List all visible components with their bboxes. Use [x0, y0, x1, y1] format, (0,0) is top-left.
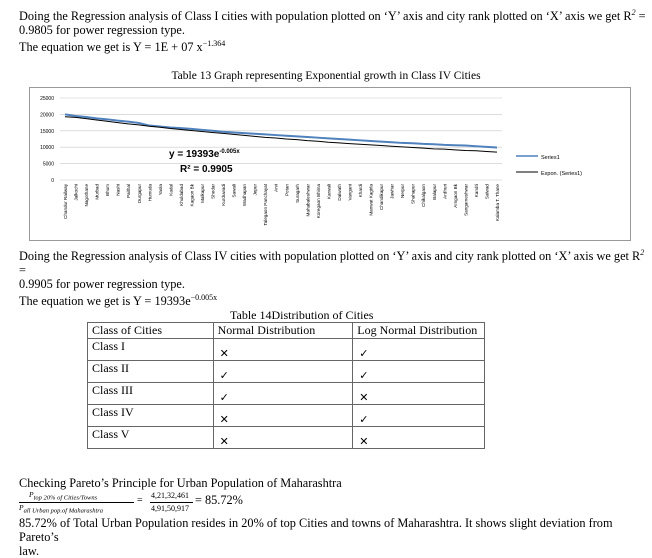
class-label: Class IV — [88, 405, 214, 427]
class-label: Class III — [88, 383, 214, 405]
pareto-conclusion-line2: law. — [19, 544, 40, 558]
x-tick-label: Bhum — [105, 184, 111, 197]
annotation-r-squared: R² = 0.9905 — [180, 164, 233, 175]
x-tick-label: Suragarh — [294, 184, 300, 203]
x-tick-label: Mahabaleshwar — [305, 184, 311, 217]
y-tick-label: 15000 — [40, 128, 54, 135]
table-row — [88, 361, 485, 383]
table-row — [88, 383, 485, 405]
normal-mark: ✕ — [213, 405, 353, 427]
pareto-denominator-value: 4,91,50,917 — [151, 504, 189, 513]
x-tick-label: Kurduwadi — [221, 184, 227, 206]
x-tick-label: Humuda — [147, 184, 153, 202]
x-tick-label: Manwat Kagirla — [368, 184, 374, 216]
log-normal-mark: ✓ — [353, 339, 485, 361]
chart-frame — [29, 87, 631, 241]
x-tick-label: Shahapur — [410, 184, 416, 204]
pareto-denominator-label: $P_{all Urban pop.of Maharashtra}$ — [19, 503, 104, 515]
x-tick-label: Kandri — [473, 184, 479, 198]
table-row — [88, 405, 485, 427]
x-tick-label: Nerpur — [400, 184, 406, 199]
header-log-normal: Log Normal Distribution — [353, 323, 485, 339]
class-label: Class I — [88, 339, 214, 361]
x-tick-label: Dalwath — [336, 184, 342, 201]
paragraph-class-i — [19, 6, 647, 54]
normal-mark: ✕ — [213, 427, 353, 449]
figure-caption: Table 13 Graph representing Exponential growth in Class IV Cities — [171, 70, 481, 82]
x-tick-label: Chandikapur — [379, 184, 385, 211]
legend-series1-label: Series1 — [541, 155, 560, 161]
x-tick-label: Paithal — [126, 184, 132, 199]
table-row — [88, 339, 485, 361]
pareto-result: = 85.72% — [195, 493, 243, 507]
x-tick-label: Arvi — [273, 184, 279, 192]
x-tick-label: Wadhapan — [242, 184, 248, 207]
normal-mark: ✓ — [213, 361, 353, 383]
x-tick-label: Yaola — [157, 184, 163, 196]
header-normal: Normal Distribution — [213, 323, 353, 339]
normal-mark: ✓ — [213, 383, 353, 405]
x-tick-label: Durgapur — [136, 184, 142, 204]
x-tick-label: Sangameshwar — [463, 184, 469, 216]
x-tick-label: Chikalgaon — [421, 184, 427, 207]
x-tick-label: Amgaon Bk — [452, 184, 458, 208]
x-tick-label: Balapur — [431, 184, 437, 200]
x-tick-label: Talegaon Panchayat — [263, 184, 269, 226]
log-normal-mark: ✕ — [353, 383, 485, 405]
x-tick-label: Jalkochi — [73, 184, 79, 201]
y-tick-label: 25000 — [40, 96, 54, 102]
para1-line1: Doing the Regression analysis of Class I cities with population plotted on ‘Y’ axis and city rank plotted on ‘X’ axis we get $R^2$ = — [19, 8, 646, 24]
pareto-formula — [19, 490, 319, 518]
chart-svg — [30, 88, 630, 240]
x-tick-label: Vangani — [347, 184, 353, 201]
x-tick-label: Kalamba T. Thane — [495, 184, 500, 222]
annotation-equation: $y = 19393e^{-0.005x}$ — [169, 149, 240, 160]
x-tick-label: Ardhuri — [442, 184, 448, 199]
y-tick-label: 20000 — [40, 112, 54, 119]
header-class: Class of Cities — [88, 323, 214, 339]
para2-line2: 0.9905 for power regression type. — [19, 277, 185, 292]
pareto-conclusion — [19, 516, 647, 558]
x-tick-label: Shedar — [210, 184, 216, 199]
table14-caption: Table 14Distribution of Cities — [230, 308, 374, 322]
class-label: Class II — [88, 361, 214, 383]
x-tick-label: Khuldabad — [178, 184, 184, 206]
pareto-numerator-label: $P_{top 20\% of Cities/Towns}$ — [29, 490, 98, 502]
x-tick-label: Nashi — [115, 184, 121, 196]
x-tick-label: Jawhar — [389, 184, 395, 199]
pareto-heading: Checking Pareto’s Principle for Urban Population of Maharashtra — [19, 476, 342, 490]
pareto-right-fraction-bar — [150, 502, 193, 503]
para2-line1: Doing the Regression analysis of Class IV cities with population plotted on ‘Y’ axis and city rank plotted on ‘X’ axis we get $R^2$ = — [19, 248, 645, 278]
log-normal-mark: ✓ — [353, 361, 485, 383]
class-label: Class V — [88, 427, 214, 449]
distribution-table — [87, 322, 485, 449]
log-normal-mark: ✓ — [353, 405, 485, 427]
x-tick-label: Kagaon Bk — [189, 184, 195, 207]
x-tick-label: Koregaon Bhima — [315, 184, 321, 219]
y-tick-label: 5000 — [42, 161, 54, 168]
pareto-equals: = — [137, 495, 143, 506]
table-header-row — [88, 323, 485, 339]
para2-line3: The equation we get is $Y = 19393e^{-0.005x}$ — [19, 293, 218, 309]
x-tick-label: Kadal — [168, 184, 174, 196]
x-tick-label: Karwali — [326, 184, 332, 200]
x-tick-label: Khardi — [358, 184, 364, 198]
x-tick-label: Sawali — [231, 184, 237, 198]
paragraph-class-iv — [19, 246, 647, 308]
table-row — [88, 427, 485, 449]
para1-line2: 0.9805 for power regression type. — [19, 23, 185, 38]
pareto-numerator-value: 4,21,32,461 — [151, 491, 189, 500]
x-tick-label: Chandur Railway — [63, 184, 68, 219]
normal-mark: ✕ — [213, 339, 353, 361]
y-tick-label: 10000 — [40, 145, 54, 152]
legend-expon-label: Expon. (Series1) — [541, 171, 582, 177]
y-tick-label: 0 — [51, 178, 54, 184]
x-tick-label: Salwad — [484, 184, 490, 200]
pareto-conclusion-line1: 85.72% of Total Urban Population resides in 20% of top Cities and towns of Maharashtra. It shows slight deviation from Pareto’s — [19, 516, 613, 544]
x-tick-label: Murbad — [94, 184, 100, 200]
log-normal-mark: ✕ — [353, 427, 485, 449]
x-tick-label: Jepur — [252, 184, 258, 196]
x-tick-label: Nagothane — [84, 184, 90, 207]
para1-line3: The equation we get is Y = 1E + 07 $x^{-1.364}$ — [19, 39, 226, 55]
x-tick-label: Malkapur — [199, 184, 205, 203]
x-tick-label: Potan — [284, 184, 290, 197]
